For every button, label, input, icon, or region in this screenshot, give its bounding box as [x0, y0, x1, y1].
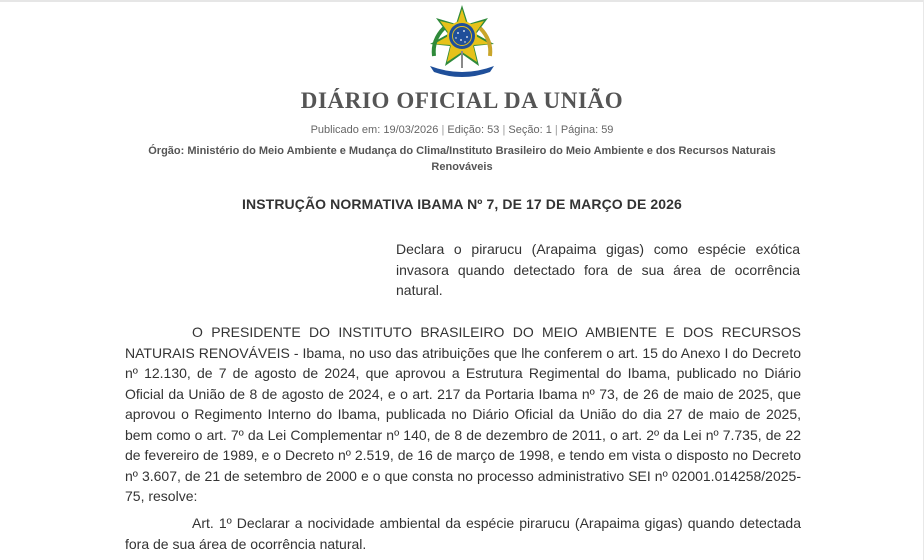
organ-label: Órgão:	[148, 145, 185, 157]
meta-separator: |	[502, 124, 506, 136]
brasao-republica-icon	[424, 4, 500, 78]
meta-separator: |	[554, 124, 558, 136]
publication-meta	[0, 124, 924, 136]
page-title: DIÁRIO OFICIAL DA UNIÃO	[300, 88, 624, 113]
published-label: Publicado em:	[310, 124, 381, 136]
section-label: Seção:	[508, 124, 543, 136]
edition-number: 53	[487, 124, 500, 136]
organ-name: Ministério do Meio Ambiente e Mudança do Clima/Instituto Brasileiro do Meio Ambiente e dos Recursos Naturais Renováveis	[187, 145, 776, 173]
published-date: 19/03/2026	[383, 124, 439, 136]
page-number: 59	[601, 124, 614, 136]
article-1: Art. 1º Declarar a nocividade ambiental da espécie pirarucu (Arapaima gigas) quando detectada fora de sua área de ocorrência natural.	[125, 515, 801, 552]
section-number: 1	[545, 124, 552, 136]
page-label: Página:	[560, 124, 599, 136]
meta-separator: |	[441, 124, 445, 136]
issuing-organ	[140, 143, 784, 175]
act-title: INSTRUÇÃO NORMATIVA IBAMA Nº 7, DE 17 DE MARÇO DE 2026	[242, 196, 682, 212]
edition-label: Edição:	[447, 124, 485, 136]
act-ementa: Declara o pirarucu (Arapaima gigas) como espécie exótica invasora quando detectado fora de sua área de ocorrência natural.	[396, 241, 800, 298]
top-border	[0, 0, 924, 2]
act-preamble: O PRESIDENTE DO INSTITUTO BRASILEIRO DO MEIO AMBIENTE E DOS RECURSOS NATURAIS RENOVÁVEIS - Ibama, no uso das atribuições que lhe conferem o art. 15 do Anexo I do Decreto nº 12.130, de 7 de agosto de 2024, que aprovou a Estrutura Regimental do Ibama, publicado no Diário Oficial da União de 8 de agosto de 2024, e o art. 217 da Portaria Ibama nº 73, de 26 de maio de 2025, que aprovou o Regimento Interno do Ibama, publicada no Diário Oficial da União do dia 27 de maio de 2025, bem como o art. 7º da Lei Complementar nº 140, de 8 de dezembro de 2011, o art. 2º da Lei nº 7.735, de 22 de fevereiro de 1989, e o Decreto nº 2.519, de 16 de março de 1998, e tendo em vista o disposto no Decreto nº 3.607, de 21 de setembro de 2000 e o que consta no processo administrativo SEI nº 02001.014258/2025-75, resolve:	[125, 324, 801, 504]
